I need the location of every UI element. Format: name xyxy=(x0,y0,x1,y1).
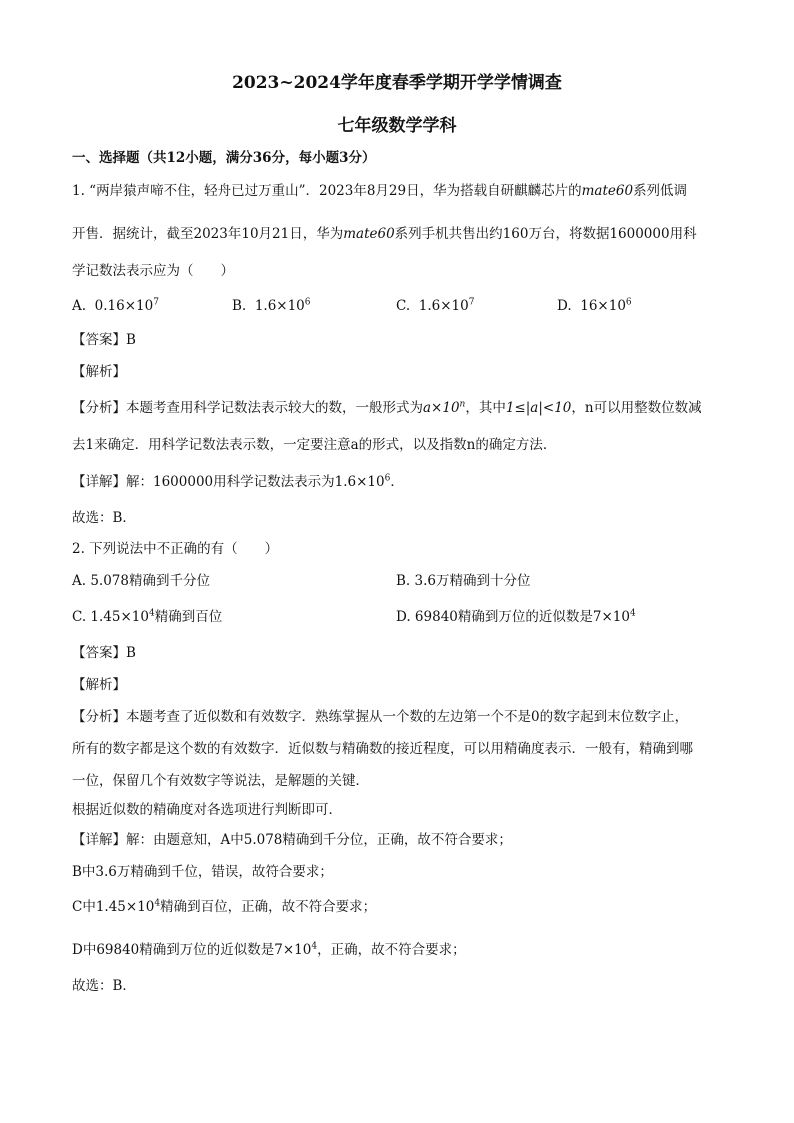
q2-analysis-line4: 根据近似数的精确度对各选项进行判断即可． xyxy=(72,802,342,818)
q1-detail: 【详解】解：1600000用科学记数法表示为$1.6\times 10^6$． xyxy=(72,473,404,490)
q2-analysis-line2: 所有的数字都是这个数的有效数字．近似数与精确数的接近程度，可以用精确度表示．一般有，精确到哪 xyxy=(72,741,693,757)
q1-option-b: B. $1.6\times 10^6$ xyxy=(232,297,311,314)
q2-conclusion: 故选：B． xyxy=(72,978,136,994)
q2-option-d: D. 69840精确到万位的近似数是$7\times 10^4$ xyxy=(396,608,636,625)
q1-answer: 【答案】B xyxy=(72,332,136,348)
q1-analysis-line2: 去1来确定．用科学记数法表示数，一定要注意a的形式，以及指数n的确定方法． xyxy=(72,437,557,453)
q1-option-a: A. $0.16\times 10^7$ xyxy=(72,297,159,314)
q2-detail-line4: D中69840精确到万位的近似数是$7\times 10^4$，正确，故不符合要求； xyxy=(72,941,466,958)
q1-line1: 1. “两岸猿声啼不住，轻舟已过万重山”．2023年8月29日，华为搭载自研麒麟芯片的mate60系列低调 xyxy=(72,183,688,199)
q1-option-d: D. $16\times 10^6$ xyxy=(557,297,632,314)
q2-analysis-line3: 一位，保留几个有效数字等说法，是解题的关键． xyxy=(72,773,369,789)
mate60-term: mate60 xyxy=(581,183,634,199)
q2-answer: 【答案】B xyxy=(72,645,136,661)
q1-option-c: C. $1.6\times 10^7$ xyxy=(396,297,475,314)
q1-analysis-line1: 【分析】本题考查用科学记数法表示较大的数，一般形式为$a\times 10^n$，其中1≤|a|<10，n可以用整数位数减 xyxy=(72,399,702,416)
q2-option-b: B. 3.6万精确到十分位 xyxy=(396,573,531,589)
q2-analysis-line1: 【分析】本题考查了近似数和有效数字．熟练掌握从一个数的左边第一个不是0的数字起到末位数字止， xyxy=(72,709,689,725)
q2-option-a: A. 5.078精确到千分位 xyxy=(72,573,210,589)
q2-analysis-heading: 【解析】 xyxy=(72,677,126,693)
mate60-term: mate60 xyxy=(343,226,395,242)
q2-stem: 2. 下列说法中不正确的有（ ） xyxy=(72,541,279,557)
q1-line3: 学记数法表示应为（ ） xyxy=(72,263,234,279)
q1-line2: 开售．据统计，截至2023年10月21日，华为mate60系列手机共售出约160万台，将数据1600000用科 xyxy=(72,226,697,242)
q1-conclusion: 故选：B． xyxy=(72,510,136,526)
page-subtitle: 七年级数学学科 xyxy=(337,116,457,136)
q2-option-c: C. $1.45\times 10^4$精确到百位 xyxy=(72,608,223,625)
section-heading: 一、选择题（共12小题，满分36分，每小题3分） xyxy=(72,150,376,166)
q1-analysis-heading: 【解析】 xyxy=(72,364,126,380)
q2-detail-line2: B中3.6万精确到千位，错误，故符合要求； xyxy=(72,864,333,880)
page-title: 2023~2024学年度春季学期开学学情调查 xyxy=(232,73,562,93)
q2-detail-line1: 【详解】解：由题意知，A中5.078精确到千分位，正确，故不符合要求； xyxy=(72,832,512,848)
q2-detail-line3: C中$1.45\times 10^4$精确到百位，正确，故不符合要求； xyxy=(72,898,377,915)
